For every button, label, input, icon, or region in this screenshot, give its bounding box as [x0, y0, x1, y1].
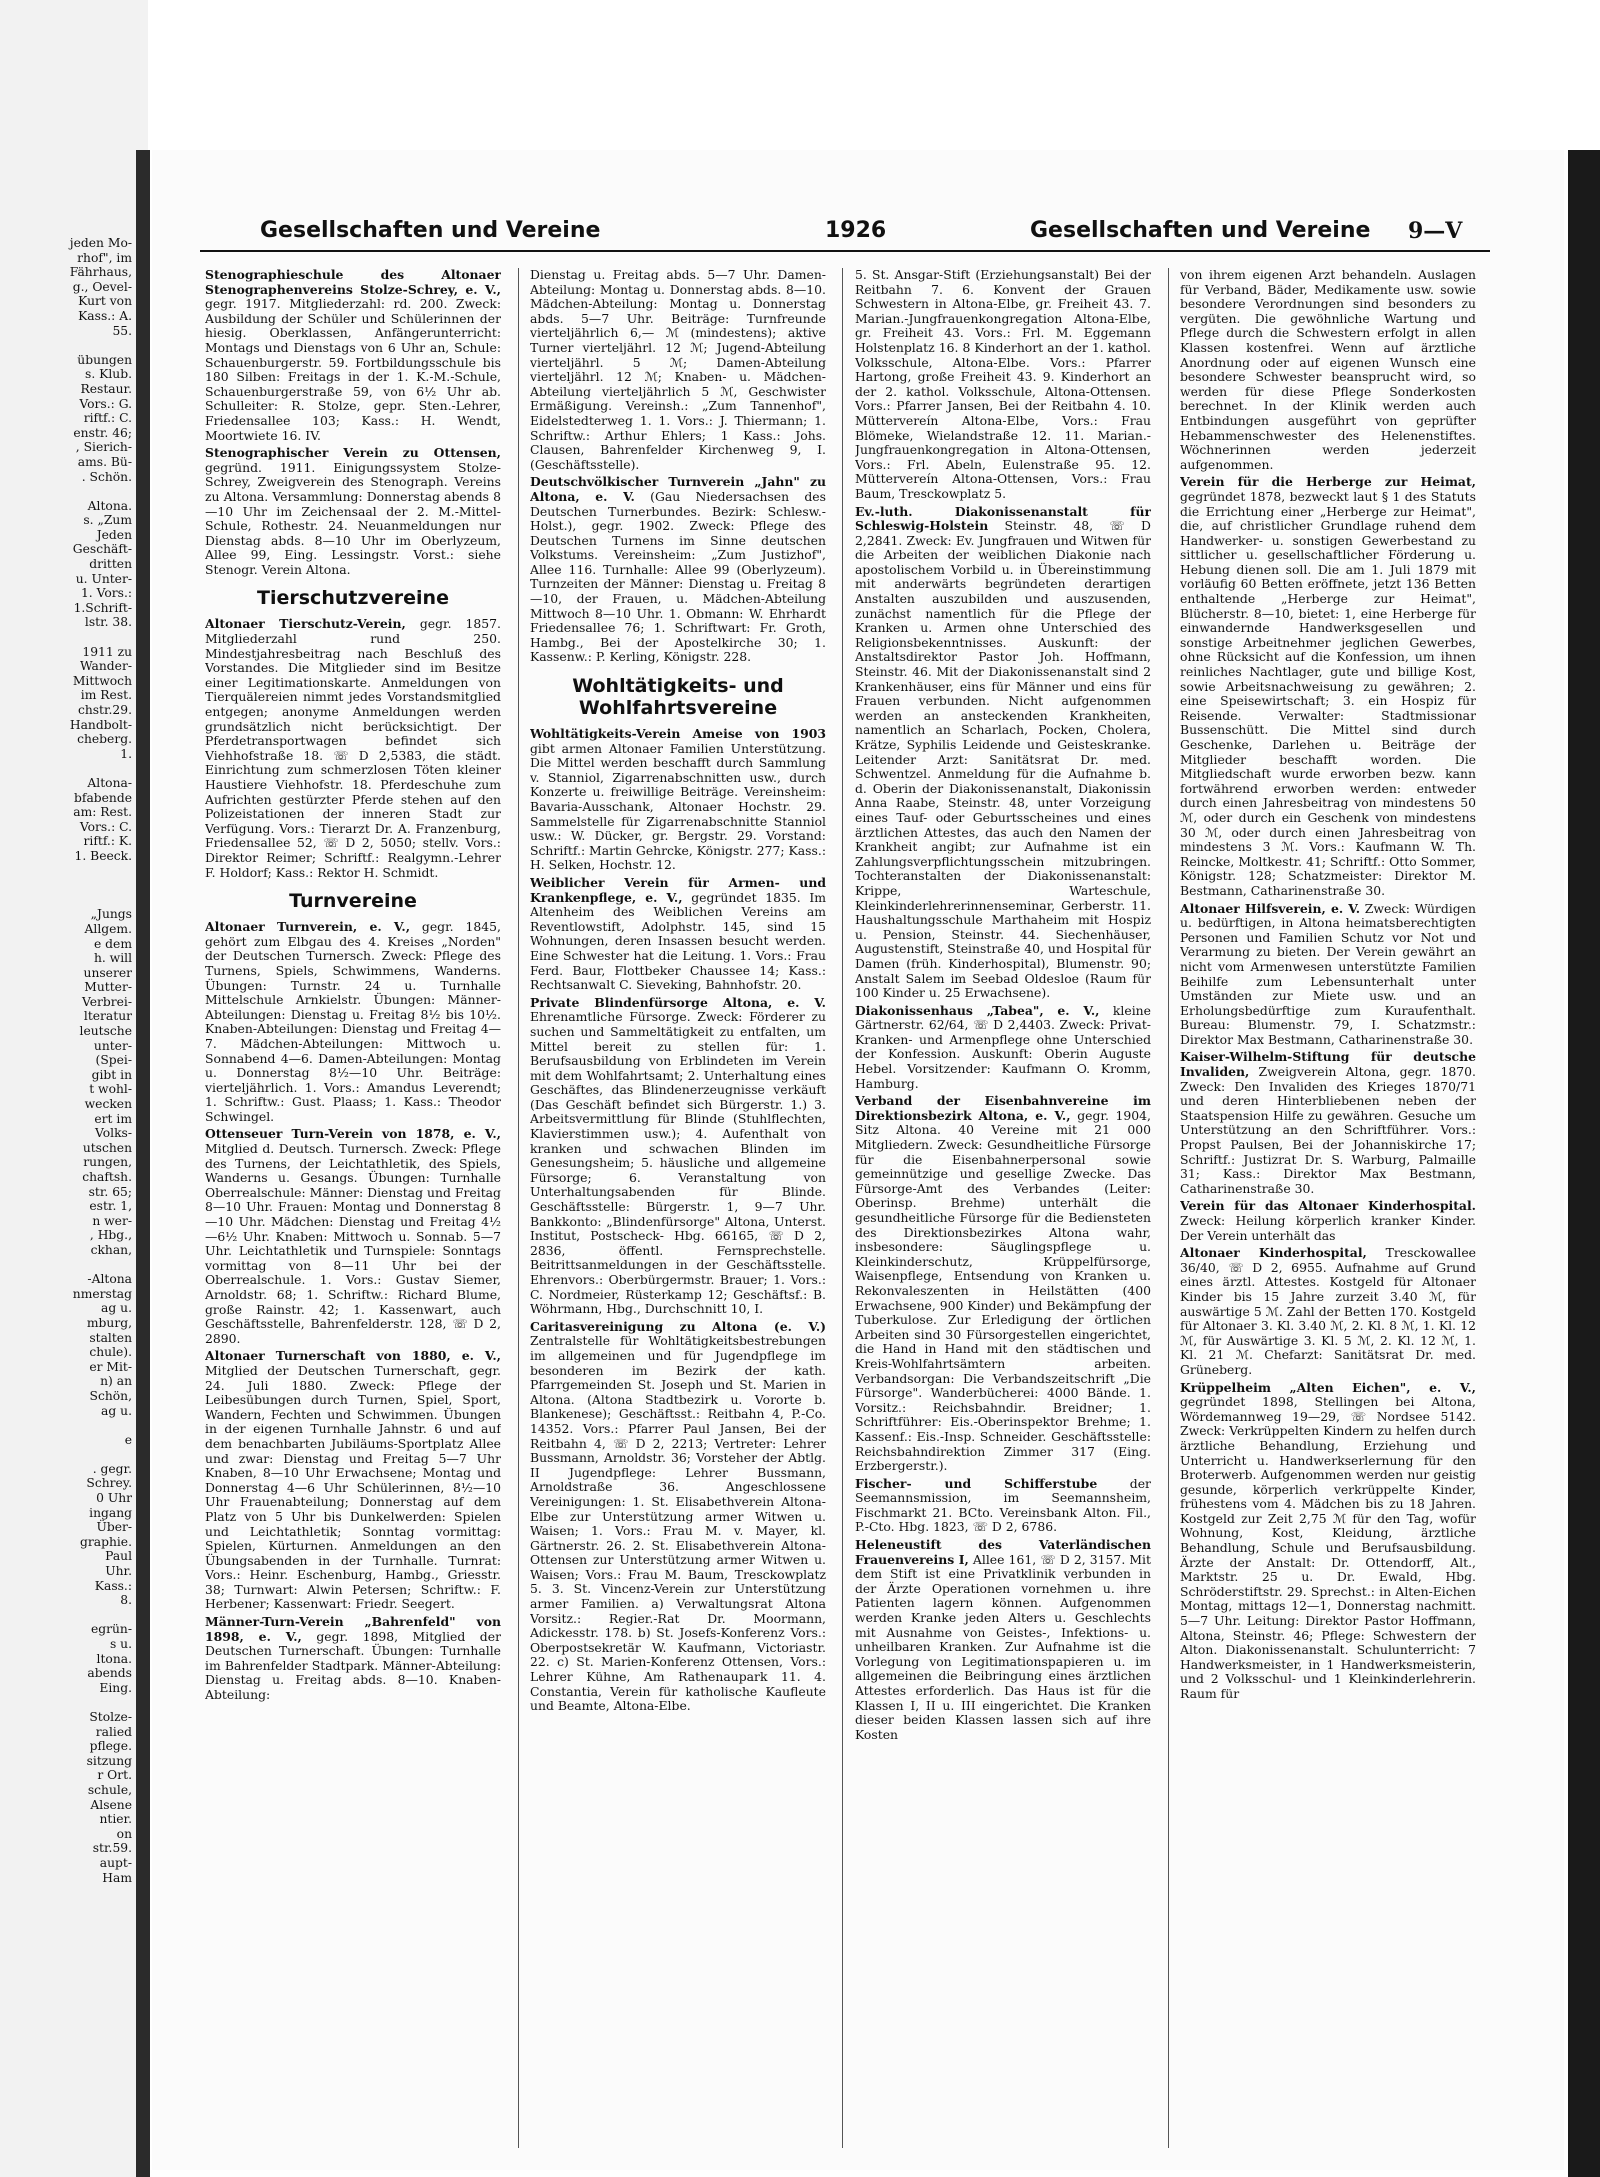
previous-page-line: s. „Zum	[83, 513, 132, 528]
previous-page-line: ag u.	[101, 1301, 132, 1316]
previous-page-line: , Hbg.,	[89, 1228, 132, 1243]
previous-page-line: Volks-	[94, 1126, 132, 1141]
entry-name: Verein für das Altonaer Kinderhospital.	[1180, 1198, 1476, 1214]
previous-page-line	[0, 484, 132, 499]
previous-page-line	[0, 1695, 132, 1710]
previous-page-line: dritten	[89, 557, 132, 572]
entry-text: gegr. 1917. Mitgliederzahl: rd. 200. Zweck: Ausbildung der Schüler und Schülerinnen der hiesig. Oberklassen, Anfängerunterricht: Montags und Dienstags von 6 Uhr an, Schule: Schauenburgerstr. 59. Fortbildungsschule bis 180 Silben: Freitags in der 1. K.-M.-Schule, Schauenburgerstraße 59, von 6½ Uhr ab. Schulleiter: R. Stolze, gepr. Sten.-Lehrer, Friedensallee 103; Kass.: H. Wendt, Moortwiete 16. IV.	[205, 296, 501, 443]
entry-name: Altonaer Hilfsverein, e. V.	[1180, 900, 1361, 916]
entry-name: Weiblicher Verein für Armen- und Krankenpflege, e. V.,	[530, 874, 826, 905]
previous-page-line: ckhan,	[90, 1242, 132, 1257]
previous-page-line: r Ort.	[97, 1768, 132, 1783]
previous-page-line: ag u.	[101, 1403, 132, 1418]
entry-name: Altonaer Turnverein, e. V.,	[205, 919, 411, 935]
association-entry	[530, 996, 826, 1317]
previous-page-line: gibt in	[91, 1067, 132, 1082]
previous-page-line: Kurt von	[78, 294, 132, 309]
previous-page-line: (Spei-	[95, 1053, 132, 1068]
previous-page-line: . gegr.	[92, 1461, 132, 1476]
previous-page-line	[0, 864, 132, 879]
entry-name: Ev.-luth. Diakonissenanstalt für Schleswig-Holstein	[855, 503, 1151, 534]
association-entry	[1180, 1381, 1476, 1702]
entry-text: Mitglied d. Deutsch. Turnersch. Zweck: Pflege des Turnens, der Leichtathletik, des Spiels, Wanderns u. Gesangs. Übungen: Turnhalle Oberrealschule: Männer: Dienstag und Freitag 8—10 Uhr. Frauen: Montag und Donnerstag 8—10 Uhr. Mädchen: Dienstag und Freitag 4½—6½ Uhr. Knaben: Mittwoch u. Sonnab. 5—7 Uhr. Leichtathletik und Turnspiele: Sonntags vormittag von 8—11 Uhr bei der Oberrealschule. 1. Vors.: Gustav Siemer, Arnoldstr. 68; 1. Schriftw.: Richard Blume, große Rainstr. 42; 1. Kassenwart, auch Geschäftsstelle, Bahrenfelderstr. 128, ☏ D 2, 2890.	[205, 1141, 501, 1346]
previous-page-line: 1.	[120, 746, 132, 761]
previous-page-line	[0, 1418, 132, 1433]
association-entry	[530, 1320, 826, 1714]
previous-page-line: str. 65;	[88, 1184, 132, 1199]
entry-name: Altonaer Kinderhospital,	[1180, 1245, 1367, 1261]
association-entry	[205, 446, 501, 577]
previous-page-line: 55.	[112, 323, 132, 338]
entry-text: der Seemannsmission, im Seemannsheim, Fischmarkt 21. BCto. Vereinsbank Alton. Fil., P.-Cto. Hbg. 1823, ☏ D 2, 6786.	[855, 1475, 1151, 1535]
previous-page-line: Altona-	[87, 775, 132, 790]
entry-text: Steinstr. 48, ☏ D 2,2841. Zweck: Ev. Jungfrauen und Witwen für die Arbeiten der weiblichen Diakonie nach apostolischem Vorbild u. in Übereinstimmung mit anderwärts begründeten derartigen Anstalten auszubilden und auszusenden, zunächst namentlich für die Pflege der Kranken u. Armen ohne Unterschied des Religionsbekenntnisses. Auskunft: der Anstaltsdirektor Pastor Joh. Hoffmann, Steinstr. 46. Mit der Diakonissenanstalt sind 2 Krankenhäuser, eins für Männer und eins für Frauen verbunden. Nicht aufgenommen werden an ansteckenden Krankheiten, namentlich an Scharlach, Pocken, Cholera, Krätze, Syphilis Leidende und Geisteskranke. Leitender Arzt: Sanitätsrat Dr. med. Schwentzel. Anmeldung für die Aufnahme b. d. Oberin der Diakonissenanstalt, Diakonissin Anna Raabe, Steinstr. 48, unter Vorzeigung eines Tauf- oder Geburtsscheines und eines ärztlichen Attestes, das auch den Namen der Krankheit angibt; zur Aufnahme ist ein Zahlungsverpflichtungsschein mitzubringen. Tochteranstalten der Diakonissenanstalt: Krippe, Warteschule, Kleinkinderlehrerinnenseminar, Gerberstr. 11. Haushaltungsschule Marthaheim mit Hospiz u. Pension, Steinstr. 44. Siechenhäuser, Augustenstift, Steinstraße 40, und Hospital für Damen (früh. Kinderhospital), Blumenstr. 90; Anstalt Salem im Seebad Oldesloe (Raum für 100 Kinder u. 25 Erwachsene).	[855, 518, 1151, 1001]
previous-page-line: Vors.: G.	[79, 396, 132, 411]
previous-page-line: ingang	[89, 1505, 132, 1520]
previous-page-line: sitzung	[86, 1753, 132, 1768]
association-entry	[855, 1094, 1151, 1473]
running-head-year: 1926	[825, 218, 887, 243]
previous-page-line	[0, 1258, 132, 1273]
previous-page-line: rhof", im	[77, 250, 132, 265]
previous-page-line: Jeden	[96, 527, 132, 542]
association-entry	[1180, 902, 1476, 1048]
entry-text: gegründ. 1911. Einigungssystem Stolze-Schrey, Zweigverein des Stenograph. Vereins zu Altona. Versammlung: Donnerstag abends 8—10 Uhr im Zeichensaal der 2. M.-Mittel-Schule, Rothestr. 24. Neuanmeldungen nur Dienstag abds. 8—10 Uhr im Oberlyzeum, Allee 99, Eing. Lessingstr. Vorst.: siehe Stenogr. Verein Altona.	[205, 459, 501, 577]
text-column-2	[530, 268, 826, 2148]
association-entry	[205, 920, 501, 1124]
previous-page-line: ert im	[94, 1111, 132, 1126]
previous-page-line: Vors.: C.	[79, 819, 132, 834]
running-head	[200, 218, 1470, 248]
association-entry	[205, 1349, 501, 1612]
page-edge	[1568, 150, 1600, 2177]
entry-name: Ottenseuer Turn-Verein von 1878, e. V.,	[205, 1126, 501, 1142]
previous-page-line: enstr. 46;	[73, 425, 132, 440]
previous-page-line: unter-	[93, 1038, 132, 1053]
entry-name: Caritasvereinigung zu Altona (e. V.)	[530, 1318, 826, 1334]
previous-page-line	[0, 1447, 132, 1462]
previous-page-line: „Jungs	[90, 907, 132, 922]
association-entry	[1180, 1199, 1476, 1243]
previous-page-line	[0, 338, 132, 353]
entry-name: Heleneustift des Vaterländischen Frauenvereins I,	[855, 1537, 1151, 1567]
entry-text: Zweigverein Altona, gegr. 1870. Zweck: Den Invaliden des Krieges 1870/71 und deren Hinterbliebenen neben der Staatspension Hilfe zu gewähren. Gesuche um Unterstützung an den Schriftführer. Vors.: Propst Paulsen, Bei der Johanniskirche 17; Schriftf.: Justizrat Dr. S. Warburg, Palmaille 31; Kass.: Direktor Max Bestmann, Catharinenstraße 30.	[1180, 1064, 1476, 1196]
previous-page-line: ntier.	[99, 1812, 132, 1827]
entry-text: gegründet 1898, Stellingen bei Altona, Wördemannweg 19—29, ☏ Nordsee 5142. Zweck: Verkrüppelten Kindern zu helfen durch ärztliche Behandlung, Erziehung und Unterricht u. Handwerkserlernung für den Broterwerb. Aufgenommen werden nur geistig gesunde, körperlich verkrüppelte Kinder, frühestens vom 4. Mädchen bis zu 18 Jahren. Kostgeld zur Zeit 2,75 ℳ für den Tag, wofür Wohnung, Kost, Kleidung, ärztliche Behandlung, Schule und Berufsausbildung. Ärzte der Anstalt: Dr. Ottendorff, Alt., Marktstr. 25 u. Dr. Ewald, Hbg. Schröderstiftstr. 29. Sprechst.: in Alten-Eichen Montag, mittags 12—1, Donnerstag nachmitt. 5—7 Uhr. Leitung: Direktor Pastor Hoffmann, Altona, Steinstr. 46; Pflege: Schwestern der Alton. Diakonissenanstalt. Schulunterricht: 7 Handwerksmeister, in 1 Handwerksmeisterin, und 2 Volksschul- und 1 Kleinkinderlehrerin. Raum für	[1180, 1394, 1476, 1701]
previous-page-line: riftf.: C.	[83, 411, 132, 426]
previous-page-line: Ham	[102, 1870, 132, 1885]
previous-page-line	[0, 1608, 132, 1623]
association-entry	[855, 1477, 1151, 1535]
entry-name: Männer-Turn-Verein „Bahrenfeld" von 1898, e. V.,	[205, 1614, 501, 1644]
association-entry	[530, 876, 826, 993]
entry-text: Mitglied der Deutschen Turnerschaft, gegr. 24. Juli 1880. Zweck: Pflege der Leibesübungen durch Turnen, Spiel, Sport, Wandern, Fechten und Schwimmen. Übungen in der eigenen Turnhalle Jahnstr. 6 und auf dem benachbarten Jubiläums-Sportplatz Allee und zwar: Dienstag und Freitag 5—7 Uhr Knaben, 8—10 Uhr Erwachsene; Montag und Donnerstag 4—6 Uhr Schülerinnen, 8½—10 Uhr Frauenabteilung; Donnerstag auf dem Platz von 5 Uhr bis Dunkelwerden: Spielen und Leichtathletik; Sonntag vormittag: Spielen, Kürturnen. Anmeldungen an den Übungsabenden in der Turnhalle. Turnrat: Vors.: Heinr. Eschenburg, Hambg., Griesstr. 38; Turnwart: Alwin Petersen; Schriftw.: F. Herbener; Kassenwart: Friedr. Seegert.	[205, 1362, 501, 1612]
previous-page-line: Über-	[96, 1520, 132, 1535]
entry-name: Wohltätigkeits-Verein Ameise von 1903	[530, 726, 826, 742]
previous-page-line: s. Klub.	[85, 367, 132, 382]
previous-page-line: übungen	[77, 352, 132, 367]
association-entry	[205, 1615, 501, 1703]
previous-page-line	[0, 878, 132, 893]
section-heading: Turnvereine	[289, 890, 417, 913]
entry-text: kleine Gärtnerstr. 62/64, ☏ D 2,4403. Zweck: Privat-Kranken- und Armenpflege ohne Unterschied der Konfession. Auskunft: Oberin Auguste Hebel. Vorsitzender: Kaufmann O. Kromm, Hamburg.	[855, 1002, 1151, 1091]
entry-name: Verband der Eisenbahnvereine im Direktionsbezirk Altona, e. V.,	[855, 1093, 1151, 1123]
previous-page-line: e dem	[94, 936, 132, 951]
previous-page-line: Mittwoch	[72, 673, 132, 688]
previous-page-line: am: Rest.	[73, 805, 132, 820]
previous-page-line: 1911 zu	[82, 644, 132, 659]
previous-page-line: n wer-	[92, 1213, 132, 1228]
entry-text: gegr. 1857. Mitgliederzahl rund 250. Mindestjahresbeitrag nach Beschluß des Vorstandes. Die Mitglieder sind im Besitze einer Legitimationskarte. Anmeldungen von Tierquälereien nimmt jedes Vorstandsmitglied entgegen; anonyme Anmeldungen werden grundsätzlich nicht berücksichtigt. Der Pferdetransportwagen befindet sich Viehhofstraße 18. ☏ D 2,5383, die städt. Einrichtung zum schmerzlosen Töten kleiner Haustiere Viehhofstr. 18. Pferdeschuhe zum Aufrichten gestürzter Pferde stehen auf den Polizeistationen der inneren Stadt zur Verfügung. Vors.: Tierarzt Dr. A. Franzenburg, Friedensallee 52, ☏ D 2, 5050; stellv. Vors.: Direktor Reimer; Schriftf.: Realgymn.-Lehrer F. Holdorf; Kass.: Rektor H. Schmidt.	[205, 616, 501, 880]
previous-page-line: leutsche	[79, 1024, 132, 1039]
entry-text: von ihrem eigenen Arzt behandeln. Auslagen für Verband, Bäder, Medikamente usw. sowie besondere Verordnungen sind besonders zu vergüten. Die gewöhnliche Wartung und Pflege durch die Schwestern erfolgt in allen Klassen kostenfrei. Wenn auf ärztliche Anordnung oder auf eigenen Wunsch eine besondere Schwester beansprucht wird, so werden für diese Pflege Sonderkosten berechnet. In der Klinik werden auch Entbindungen ausgeführt von geprüfter Hebammenschwester des Helenenstiftes. Wöchnerinnen werden jederzeit aufgenommen.	[1180, 268, 1476, 472]
previous-page-line: 1.Schrift-	[73, 600, 132, 615]
entry-text: gegr. 1904, Sitz Altona. 40 Vereine mit 21 000 Mitgliedern. Zweck: Gesundheitliche Fürsorge für die Eisenbahnerpersonal sowie gemeinnützige und gesellige Zwecke. Das Fürsorge-Amt des Verbandes (Leiter: Oberinsp. Brehme) unterhält die gesundheitliche Fürsorge für die Bediensteten des Direktionsbezirkes Altona wahr, insbesondere: Säuglingspflege u. Kleinkinderschutz, Krüppelfürsorge, Waisenpflege, Entsendung von Kranken u. Rekonvaleszenten in Heilstätten (400 Erwachsene, 900 Kinder) und Bekämpfung der Tuberkulose. Zur Erledigung der örtlichen Arbeiten sind 30 Fürsorgestellen eingerichtet, die Hand in Hand mit den städtischen und Kreis-Wohlfahrtsämtern arbeiten. Verbandsorgan: Die Verbandszeitschrift „Die Fürsorge". Wanderbücherei: 4000 Bände. 1. Vorsitz.: Reichsbahndir. Breidner; 1. Schriftführer: Eis.-Oberinspektor Brehme; 1. Kassenf.: Eis.-Insp. Schneider. Geschäftsstelle: Reichsbahndirektion Zimmer 317 (Eing. Erzbergerstr.).	[855, 1107, 1151, 1474]
previous-page-line: 1. Beeck.	[74, 848, 132, 863]
entry-name: Stenographischer Verein zu Ottensen,	[205, 445, 501, 461]
entry-name: Diakonissenhaus „Tabea", e. V.,	[855, 1002, 1100, 1018]
previous-page-line: h. will	[93, 951, 132, 966]
header-rule	[200, 250, 1490, 252]
entry-name: Fischer- und Schifferstube	[855, 1475, 1098, 1491]
association-entry	[205, 1127, 501, 1346]
previous-page-line: riftf.: K.	[83, 834, 132, 849]
association-entry	[1180, 475, 1476, 898]
text-column-1	[205, 268, 501, 2148]
previous-page-line: mburg,	[86, 1315, 132, 1330]
association-entry	[855, 268, 1151, 502]
association-entry	[855, 505, 1151, 1001]
previous-page-line: estr. 1,	[89, 1199, 132, 1214]
column-divider	[842, 268, 843, 2148]
previous-page-line: aupt-	[99, 1855, 132, 1870]
entry-name: Private Blindenfürsorge Altona, e. V.	[530, 994, 826, 1010]
section-heading: Tierschutzvereine	[257, 587, 449, 610]
previous-page-line: Kass.:	[94, 1578, 132, 1593]
entry-text: gegr. 1898, Mitglied der Deutschen Turnerschaft. Übungen: Turnhalle im Bahrenfelder Stadtpark. Männer-Abteilung: Dienstag u. Freitag abds. 8—10. Knaben-Abteilung:	[205, 1628, 501, 1703]
association-entry	[1180, 1246, 1476, 1377]
entry-text: gegr. 1845, gehört zum Elbgau des 4. Kreises „Norden" der Deutschen Turnersch. Zweck: Pflege des Turnens, Spiels, Schwimmens, Wanderns. Übungen: Turnstr. 24 u. Turnhalle Mittelschule Arnkielstr. Übungen: Männer-Abteilungen: Dienstag u. Freitag 8½ bis 10½. Knaben-Abteilungen: Dienstag und Freitag 4—7. Mädchen-Abteilungen: Mittwoch u. Sonnabend 4—6. Damen-Abteilungen: Montag u. Donnerstag 8½—10 Uhr. Beiträge: vierteljährlich. 1. Vors.: Amandus Leverendt; 1. Schriftw.: Gust. Plaass; 1. Kass.: Theodor Schwingel.	[205, 919, 501, 1124]
entry-name: Altonaer Turnerschaft von 1880, e. V.,	[205, 1348, 501, 1364]
page-number: 9—V	[1408, 218, 1463, 244]
previous-page-line: er Mit-	[89, 1359, 132, 1374]
entry-text: Zweck: Würdigen u. bedürftigen, in Altona heimatsberechtigten Personen und Familien Schutz vor Not und Verarmung zu bieten. Der Verein gewährt an nicht vom Armenwesen unterstützte Familien Beihilfe zum Lebensunterhalt unter Umständen zur Miete usw. und an Erholungsbedürftige zum Kuraufenthalt. Bureau: Blumenstr. 79, I. Schatzmstr.: Direktor Max Bestmann, Catharinenstraße 30.	[1180, 900, 1476, 1047]
previous-page-line: pflege.	[89, 1739, 132, 1754]
previous-page-line: . Schön.	[81, 469, 132, 484]
previous-page-line: Mutter-	[84, 980, 132, 995]
previous-page-line: -Altona	[87, 1272, 132, 1287]
previous-page-line: n) an	[100, 1374, 132, 1389]
previous-page-line: on	[116, 1826, 132, 1841]
association-entry	[1180, 1050, 1476, 1196]
previous-page-line: Eing.	[99, 1680, 132, 1695]
entry-text: Dienstag u. Freitag abds. 5—7 Uhr. Damen-Abteilung: Montag u. Donnerstag abds. 8—10. Mädchen-Abteilung: Montag u. Donnerstag abds. 5—7 Uhr. Beiträge: Turnfreunde vierteljährlich 6,— ℳ (mindestens); aktive Turner vierteljährl. 12 ℳ; Jugend-Abteilung vierteljährl. 5 ℳ; Damen-Abteilung vierteljährl. 12 ℳ; Knaben- u. Mädchen-Abteilung vierteljährlich 5 ℳ, Geschwister Ermäßigung. Vereinsh.: „Zum Tannenhof", Eidelstedterweg 1. 1. Vors.: J. Thiermann; 1. Schriftw.: Arthur Ehlers; 1 Kass.: Johs. Clausen, Bahrenfelder Kirchenweg 9, I. (Geschäftsstelle).	[530, 268, 826, 472]
column-divider	[1168, 268, 1169, 2148]
entry-name: Deutschvölkischer Turnverein „Jahn" zu Altona, e. V.	[530, 474, 826, 504]
association-entry	[855, 1538, 1151, 1742]
entry-name: Verein für die Herberge zur Heimat,	[1180, 474, 1476, 490]
entry-text: gibt armen Altonaer Familien Unterstützung. Die Mittel werden beschafft durch Sammlung v. Stanniol, Zigarrenabschnitten usw., durch Konzerte u. freiwillige Beiträge. Vereinsheim: Bavaria-Ausschank, Altonaer Hochstr. 29. Sammelstelle für Zigarrenabschnitte Stanniol usw.: W. Dücker, gr. Bergstr. 29. Vorstand: Schriftf.: Martin Gehrcke, Königstr. 277; Kass.: H. Selken, Hochstr. 12.	[530, 740, 826, 873]
previous-page-line: chule).	[89, 1345, 132, 1360]
previous-page-line: stalten	[89, 1330, 132, 1345]
previous-page-line: ams. Bü-	[77, 454, 132, 469]
previous-page-line: Handbolt-	[69, 717, 132, 732]
previous-page-line: schule,	[87, 1782, 132, 1797]
entry-text: Ehrenamtliche Fürsorge. Zweck: Förderer zu suchen und Sammeltätigkeit zu entfalten, um Mittel bereit zu stellen für: 1. Berufsausbildung von Erblindeten im Verein mit dem Wohlfahrtsamt; 2. Unterhaltung eines Geschäftes, das Blindenerzeugnisse verkäuft (Das Geschäft befindet sich Bürgerstr. 1.) 3. Arbeitsvermittlung für Blinde (Stuhlflechten, Klavierstimmen usw.); 4. Aufenthalt von kranken und schwachen Blinden im Genesungsheim; 5. häusliche und allgemeine Fürsorge; 6. Veranstaltung von Unterhaltungsabenden für Blinde. Geschäftsstelle: Bürgerstr. 1, 9—7 Uhr. Bankkonto: „Blindenfürsorge" Altona, Unterst. Institut, Postscheck- Hbg. 66165, ☏ D 2, 2836, öffentl. Fernsprechstelle. Beitrittsanmeldungen in der Geschäftsstelle. Ehrenvors.: Oberbürgermstr. Brauer; 1. Vors.: C. Nordmeier, Rüsterkamp 12; Geschäftsf.: B. Wöhrmann, Hbg., Durchschnitt 10, I.	[530, 1009, 826, 1317]
text-column-3	[855, 268, 1151, 2148]
entry-text: Zweck: Heilung körperlich kranker Kinder. Der Verein unterhält das	[1180, 1213, 1476, 1243]
entry-text: Allee 161, ☏ D 2, 3157. Mit dem Stift ist eine Privatklinik verbunden in der Ärzte Operationen vornehmen u. ihre Patienten lagern können. Aufgenommen werden Kranke jeden Alters u. Geschlechts mit Ausnahme von Geistes-, Infektions- u. unheilbaren Kranken. Zur Aufnahme ist die Vorlegung von Legitimationspapieren u. im allgemeinen die Beibringung eines ärztlichen Attestes erforderlich. Das Haus ist für die Klassen I, II u. III eingerichtet. Die Kranken dieser beiden Klassen lassen sich auf ihre Kosten	[855, 1551, 1151, 1742]
previous-page-line: Restaur.	[80, 381, 132, 396]
previous-page-line: str.59.	[92, 1841, 132, 1856]
running-head-left-title: Gesellschaften und Vereine	[260, 218, 601, 243]
entry-name: Altonaer Tierschutz-Verein,	[205, 616, 406, 632]
previous-page-line: Altona.	[87, 498, 132, 513]
entry-text: Zentralstelle für Wohltätigkeitsbestrebungen im allgemeinen und für Jugendpflege im besonderen im Bezirk der kath. Pfarrgemeinden St. Joseph und St. Marien in Altona. (Altona Stadtbezirk u. Vororte b. Blankenese); Geschäftsst.: Reitbahn 4, P.-Co. 14352. Vors.: Pfarrer Paul Jansen, Bei der Reitbahn 4, ☏ D 2, 2213; Vertreter: Lehrer Bussmann, Arnoldstr. 36; Vorsteher der Abtlg. II Jugendpflege: Lehrer Bussmann, Arnoldstraße 36. Angeschlossene Vereinigungen: 1. St. Elisabethverein Altona-Elbe zur Unterstützung armer Witwen u. Waisen; 1. Vors.: Frau M. v. Mayer, kl. Gärtnerstr. 26. 2. St. Elisabethverein Altona-Ottensen zur Unterstützung armer Witwen u. Waisen; Vors.: Frau M. Baum, Tresckowplatz 5. 3. St. Vincenz-Verein zur Unterstützung armer Familien. a) Verwaltungsrat Altona Vorsitz.: Regier.-Rat Dr. Moormann, Adickesstr. 178. b) St. Josefs-Konferenz Vors.: Oberpostsekretär W. Kaufmann, Victoriastr. 22. c) St. Marien-Konferenz Ottensen, Vors.: Lehrer Kühne, Am Rathenaupark 11. 4. Constantia, Verein für katholische Kaufleute und Beamte, Altona-Elbe.	[530, 1333, 826, 1714]
previous-page-line: chstr.29.	[77, 703, 132, 717]
association-entry	[530, 475, 826, 665]
previous-page-line: ralied	[95, 1724, 132, 1739]
previous-page-line: ltona.	[96, 1651, 132, 1666]
previous-page-line: u. Unter-	[75, 571, 132, 586]
previous-page-line: graphie.	[80, 1534, 132, 1549]
previous-page-line: abends	[87, 1666, 132, 1681]
section-heading: Wohltätigkeits- und Wohlfahrtsvereine	[572, 675, 784, 720]
previous-page-line: 8.	[120, 1593, 132, 1608]
previous-page-line: Allgem.	[84, 921, 132, 936]
previous-page-line: Schrey.	[86, 1476, 132, 1491]
previous-page-line: chaftsh.	[82, 1170, 132, 1184]
association-entry	[205, 268, 501, 443]
previous-page-line	[0, 630, 132, 645]
previous-page-line: rungen,	[83, 1155, 132, 1170]
entry-name: Stenographieschule des Altonaer Stenographenvereins Stolze-Schrey, e. V.,	[205, 268, 501, 297]
association-entry	[1180, 268, 1476, 472]
previous-page-line: s u.	[109, 1637, 132, 1651]
previous-page-line: t wohl-	[89, 1082, 132, 1097]
previous-page-line: Wander-	[79, 659, 132, 674]
previous-page-line: wecken	[84, 1097, 132, 1112]
entry-text: Tresckowallee 36/40, ☏ D 2, 6955. Aufnahme auf Grund eines ärztl. Attestes. Kostgeld für Altonaer Kinder bis 15 Jahre zurzeit 3.40 ℳ, für auswärtige 5 ℳ. Zahl der Betten 170. Kostgeld für Altonaer 3. Kl. 3.40 ℳ, 2. Kl. 8 ℳ, 1. Kl. 12 ℳ, für Auswärtige 3. Kl. 5 ℳ, 2. Kl. 12 ℳ, 1. Kl. 21 ℳ. Chefarzt: Sanitätsrat Dr. med. Grüneberg.	[1180, 1245, 1476, 1377]
previous-page-line: Schön,	[89, 1388, 132, 1403]
previous-page-line: utschen	[82, 1140, 132, 1155]
previous-page-line: bfabende	[74, 790, 132, 805]
association-entry	[205, 617, 501, 880]
association-entry	[530, 268, 826, 472]
previous-page-line: Fährhaus,	[69, 265, 132, 280]
running-head-right-title: Gesellschaften und Vereine	[1030, 218, 1371, 243]
previous-page-line: 1. Vors.:	[80, 586, 132, 601]
previous-page-line: egrün-	[90, 1622, 132, 1637]
previous-page-line: Paul	[105, 1549, 132, 1564]
previous-page-line: jeden Mo-	[69, 236, 132, 250]
entry-text: 5. St. Ansgar-Stift (Erziehungsanstalt) Bei der Reitbahn 7. 6. Konvent der Grauen Schwestern in Altona-Elbe, gr. Freiheit 43. 7. Marian.-Jungfrauenkongregation Altona-Elbe, gr. Freiheit 43. Vors.: Frl. M. Eggemann Holstenplatz 16. 8 Kinderhort an der 1. kathol. Volksschule, Altona-Elbe. Vors.: Pfarrer Hartong, große Freiheit 43. 9. Kinderhort an der 2. kathol. Volksschule, Altona-Ottensen. Vors.: Pfarrer Jansen, Bei der Reitbahn 4. 10. Müttervereín Altona-Elbe, Vors.: Frau Blömeke, Wielandstraße 12. 11. Marian.-Jungfrauenkongregation in Altona-Ottensen, Vors.: Frl. Abeln, Eulenstraße 95. 12. Müttervereín Altona-Ottensen, Vors.: Frau Baum, Tresckowplatz 5.	[855, 268, 1151, 501]
previous-page-line: im Rest.	[80, 688, 132, 703]
previous-page-line: Verbrei-	[81, 994, 132, 1009]
association-entry	[530, 727, 826, 873]
previous-page-line: Stolze-	[89, 1709, 132, 1724]
previous-page-line: lstr. 38.	[84, 615, 132, 630]
previous-page-line: Alsene	[90, 1797, 132, 1812]
previous-page-line: cheberg.	[77, 732, 132, 747]
previous-page-line	[0, 761, 132, 776]
previous-page-line: Uhr.	[105, 1564, 132, 1579]
previous-page-line	[0, 893, 132, 908]
previous-page-line: g., Oevel-	[72, 279, 132, 294]
entry-name: Krüppelheim „Alten Eichen", e. V.,	[1180, 1379, 1476, 1395]
previous-page-line: e	[124, 1432, 132, 1447]
previous-page-line: unserer	[83, 965, 132, 980]
previous-page-line: 0 Uhr	[96, 1491, 132, 1506]
text-column-4	[1180, 268, 1476, 2148]
book-fold	[136, 150, 150, 2177]
previous-page-line: nmerstag	[72, 1286, 132, 1301]
association-entry	[855, 1004, 1151, 1092]
previous-page-line: Kass.: A.	[78, 308, 132, 323]
previous-page-line: Geschäft-	[72, 542, 132, 557]
entry-text: gegründet 1878, bezweckt laut § 1 des Statuts die Errichtung einer „Herberge zur Heimat", die, auf christlicher Grundlage ruhend dem Handwerker- u. sonstigen Gewerbestand zu sittlicher u. gesellschaftlicher Förderung u. Hebung dienen soll. Die am 1. Juli 1879 mit vorläufig 60 Betten eröffnete, jetzt 136 Betten enthaltende „Herberge zur Heimat", Blücherstr. 8—10, bietet: 1, eine Herberge für einwandernde Handwerksgesellen und sonstige Arbeitnehmer jeglichen Gewerbes, ohne Rücksicht auf die Konfession, um ihnen reinliches Nachtlager, gute und billige Kost, sowie Arbeitsnachweisung zu gewähren; 2. eine Speisewirtschaft; 3. ein Hospiz für Reisende. Verwalter: Stadtmissionar Bussenschütt. Die Mittel sind durch Geschenke, Darlehen u. Beiträge der Mitglieder beschafft worden. Die Mitgliedschaft wurde erworben bezw. kann fortwährend erworben werden: entweder durch einen Jahresbeitrag von mindestens 50 ℳ, oder durch ein Geschenk von mindestens 30 ℳ, oder durch einen Jahresbeitrag von mindestens 3 ℳ. Vors.: Kaufmann W. Th. Reincke, Moltkestr. 41; Schriftf.: Otto Sommer, Königstr. 128; Schatzmeister: Direktor M. Bestmann, Catharinenstraße 30.	[1180, 488, 1476, 898]
entry-text: gegründet 1835. Im Altenheim des Weiblichen Vereins am Reventlowstift, Adolphstr. 145, sind 15 Wohnungen, deren Insassen besucht werden. Eine Schwester hat die Leitung. 1. Vors.: Frau Ferd. Baur, Flottbeker Chaussee 14; Kass.: Rechtsanwalt C. Sieveking, Bahnhofstr. 20.	[530, 889, 826, 993]
previous-page-line: lteratur	[83, 1009, 132, 1024]
entry-name: Kaiser-Wilhelm-Stiftung für deutsche Invaliden,	[1180, 1049, 1476, 1080]
previous-page-fragment	[0, 236, 132, 2156]
column-divider	[518, 268, 519, 2148]
entry-text: (Gau Niedersachsen des Deutschen Turnerbundes. Bezirk: Schlesw.-Holst.), gegr. 1902. Zweck: Pflege des Deutschen Turnens im Sinne deutschen Volkstums. Vereinsheim: „Zum Justizhof", Allee 116. Turnhalle: Allee 99 (Oberlyzeum). Turnzeiten der Männer: Dienstag u. Freitag 8—10, der Frauen, u. Mädchen-Abteilung Mittwoch 8—10 Uhr. 1. Obmann: W. Ehrhardt Friedensallee 76; 1. Schriftwart: Fr. Groth, Hambg., Bei der Apostelkirche 30; 1. Kassenw.: P. Kerling, Königstr. 228.	[530, 488, 826, 665]
previous-page-line: , Sierich-	[75, 440, 132, 455]
